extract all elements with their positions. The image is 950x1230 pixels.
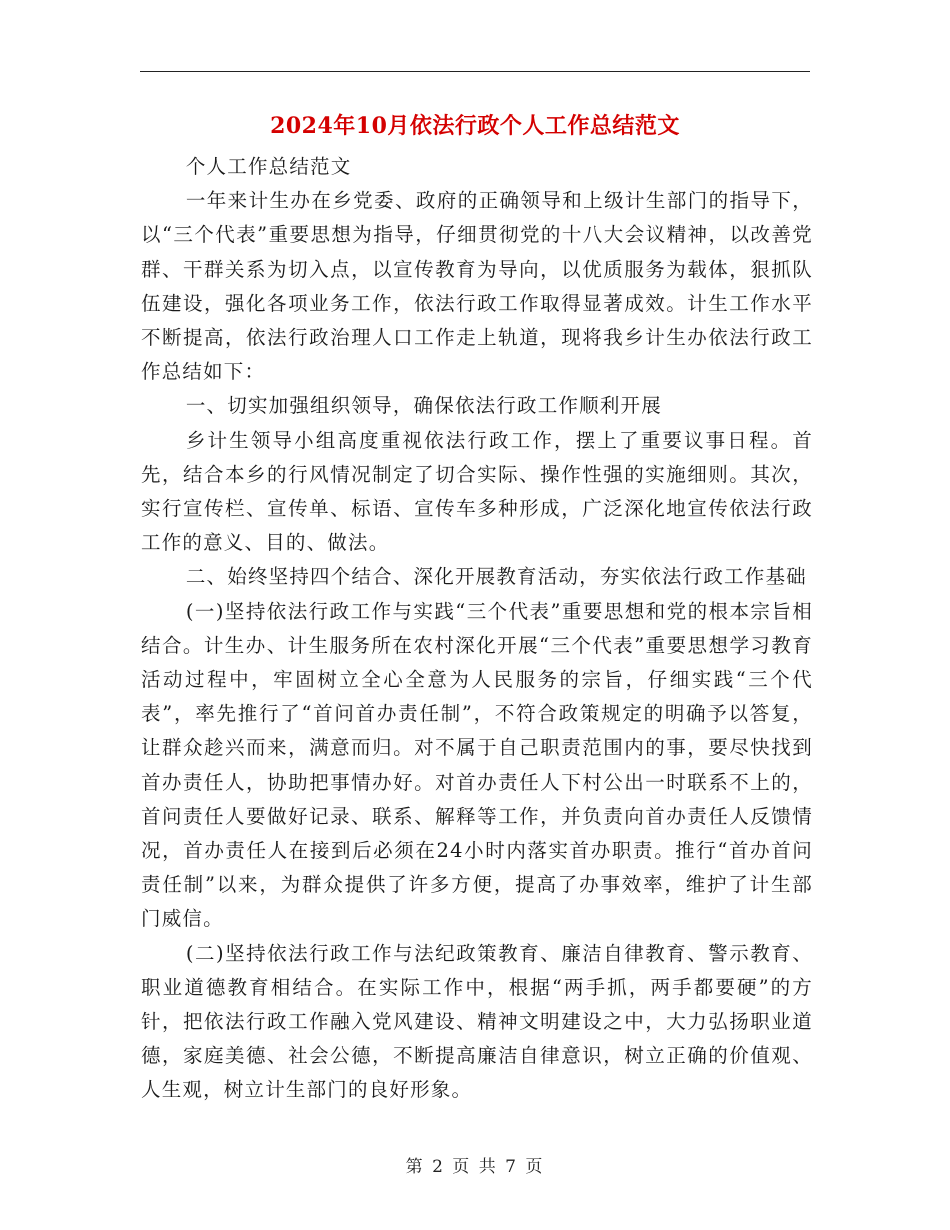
paragraph-subtitle: 个人工作总结范文 — [185, 155, 352, 178]
paragraph-item-2: (二)坚持依法行政工作与法纪政策教育、廉洁自律教育、警示教育、职业道德教育相结合。在实际工作中，根据“两手抓，两手都要硬”的方针，把依法行政工作融入党风建设、精神文明建设之中，大力弘扬职业道德，家庭美德、社会公德，不断提高廉洁自律意识，树立正确的价值观、人生观，树立计生部门的良好形象。 — [141, 941, 813, 1102]
paragraph-intro: 一年来计生办在乡党委、政府的正确领导和上级计生部门的指导下，以“三个代表”重要思想为指导，仔细贯彻党的十八大会议精神，以改善党群、干群关系为切入点，以宣传教育为导向，以优质服务为载体，狠抓队伍建设，强化各项业务工作，依法行政工作取得显著成效。计生工作水平不断提高，依法行政治理人口工作走上轨道，现将我乡计生办依法行政工作总结如下： — [141, 189, 813, 384]
document-body — [141, 150, 813, 1108]
section-heading-2: 二、始终坚持四个结合、深化开展教育活动，夯实依法行政工作基础 — [185, 565, 807, 589]
header-rule — [140, 71, 810, 72]
document-title: 2024年10月依法行政个人工作总结范文 — [270, 113, 680, 139]
page-number: 第 2 页 共 7 页 — [405, 1157, 545, 1177]
paragraph-item-1: (一)坚持依法行政工作与实践“三个代表”重要思想和党的根本宗旨相结合。计生办、计生服务所在农村深化开展“三个代表”重要思想学习教育活动过程中，牢固树立全心全意为人民服务的宗旨，仔细实践“三个代表”，率先推行了“首问首办责任制”，不符合政策规定的明确予以答复，让群众趁兴而来，满意而归。对不属于自己职责范围内的事，要尽快找到首办责任人，协助把事情办好。对首办责任人下村公出一时联系不上的，首问责任人要做好记录、联系、解释等工作，并负责向首办责任人反馈情况，首办责任人在接到后必须在24小时内落实首办职责。推行“首办首问责任制”以来，为群众提供了许多方便，提高了办事效率，维护了计生部门威信。 — [141, 599, 813, 931]
section-heading-1: 一、切实加强组织领导，确保依法行政工作顺利开展 — [185, 394, 662, 418]
paragraph-section-1: 乡计生领导小组高度重视依法行政工作，摆上了重要议事日程。首先，结合本乡的行风情况制定了切合实际、操作性强的实施细则。其次，实行宣传栏、宣传单、标语、宣传车多种形成，广泛深化地宣传依法行政工作的意义、目的、做法。 — [141, 428, 813, 555]
